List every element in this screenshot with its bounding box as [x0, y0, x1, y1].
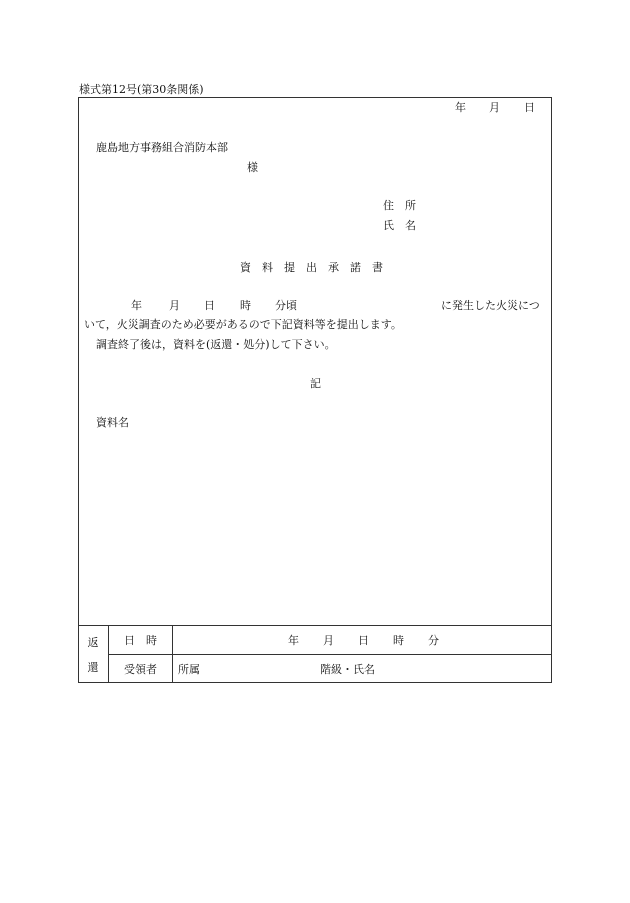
- date-month: 月: [489, 101, 500, 114]
- return-section-top-line: [78, 625, 552, 626]
- body-line3: 調査終了後は，資料を(返還・処分)して下さい。: [96, 338, 336, 351]
- return-month: 月: [323, 634, 334, 647]
- return-hour: 時: [393, 634, 404, 647]
- body-year: 年: [131, 299, 142, 312]
- ki-label: 記: [310, 377, 321, 390]
- return-day: 日: [358, 634, 369, 647]
- return-side-divider: [108, 625, 109, 683]
- material-name-label: 資料名: [96, 416, 129, 429]
- date-year: 年: [455, 101, 466, 114]
- name-label: 氏 名: [383, 219, 416, 232]
- affiliation-label: 所属: [178, 663, 200, 676]
- address-label: 住 所: [383, 199, 416, 212]
- body-line2: いて，火災調査のため必要があるので下記資料等を提出します。: [84, 318, 402, 331]
- return-minute: 分: [428, 634, 439, 647]
- body-month: 月: [169, 299, 180, 312]
- honorific: 様: [247, 161, 258, 174]
- rank-name-label: 階級・氏名: [320, 663, 375, 676]
- body-line1-tail: に発生した火災につ: [441, 299, 540, 312]
- return-side-label-1: 返: [87, 636, 99, 649]
- return-section-mid-line: [108, 654, 552, 655]
- return-label-divider: [172, 625, 173, 683]
- body-hour: 時: [240, 299, 251, 312]
- return-datetime-label: 日 時: [124, 634, 157, 647]
- addressee: 鹿島地方事務組合消防本部: [96, 141, 228, 154]
- document-title: 資 料 提 出 承 諾 書: [240, 261, 383, 274]
- form-number-label: 様式第12号(第30条関係): [79, 83, 204, 96]
- date-day: 日: [524, 101, 535, 114]
- return-year: 年: [288, 634, 299, 647]
- body-day: 日: [204, 299, 215, 312]
- return-side-label-2: 還: [87, 661, 99, 674]
- receiver-label: 受領者: [124, 663, 157, 676]
- body-minute: 分頃: [275, 299, 297, 312]
